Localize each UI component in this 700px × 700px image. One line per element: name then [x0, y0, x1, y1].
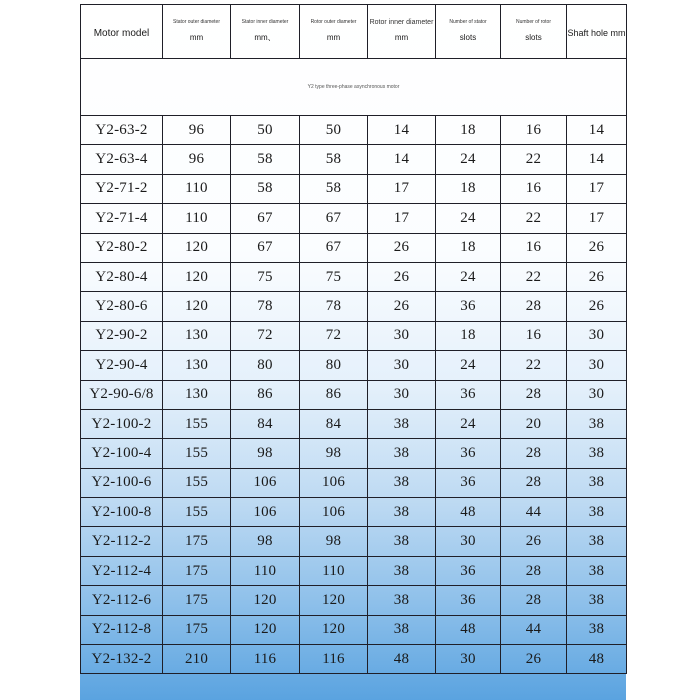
cell-rotor-outer: 98 — [300, 439, 368, 468]
cell-motor-model: Y2-90-6/8 — [81, 380, 163, 409]
cell-rotor-slots: 22 — [501, 145, 567, 174]
cell-rotor-outer: 50 — [300, 116, 368, 145]
cell-rotor-slots: 28 — [501, 468, 567, 497]
cell-stator-outer: 175 — [163, 556, 231, 585]
cell-stator-inner: 98 — [231, 527, 300, 556]
cell-stator-outer: 210 — [163, 645, 231, 674]
table-row — [81, 351, 627, 380]
cell-rotor-slots: 26 — [501, 645, 567, 674]
cell-shaft-hole: 17 — [567, 174, 627, 203]
cell-rotor-slots: 44 — [501, 615, 567, 644]
cell-stator-inner: 120 — [231, 615, 300, 644]
cell-shaft-hole: 26 — [567, 262, 627, 291]
cell-stator-outer: 96 — [163, 145, 231, 174]
cell-shaft-hole: 30 — [567, 321, 627, 350]
cell-motor-model: Y2-71-2 — [81, 174, 163, 203]
cell-stator-slots: 18 — [436, 321, 501, 350]
cell-stator-slots: 36 — [436, 556, 501, 585]
cell-stator-outer: 155 — [163, 439, 231, 468]
cell-motor-model: Y2-132-2 — [81, 645, 163, 674]
cell-rotor-inner: 26 — [368, 233, 436, 262]
cell-stator-outer: 120 — [163, 233, 231, 262]
header-unit: mm — [189, 33, 204, 42]
cell-motor-model: Y2-71-4 — [81, 204, 163, 233]
header-label: Stator inner diameter — [241, 19, 289, 25]
cell-rotor-outer: 78 — [300, 292, 368, 321]
cell-rotor-inner: 30 — [368, 380, 436, 409]
table-row — [81, 145, 627, 174]
cell-shaft-hole: 17 — [567, 204, 627, 233]
header-stator-outer-diameter — [163, 5, 231, 59]
cell-stator-slots: 30 — [436, 645, 501, 674]
cell-rotor-inner: 48 — [368, 645, 436, 674]
cell-rotor-slots: 20 — [501, 409, 567, 438]
cell-stator-outer: 120 — [163, 262, 231, 291]
cell-shaft-hole: 38 — [567, 615, 627, 644]
header-rotor-outer-diameter — [300, 5, 368, 59]
table-row — [81, 116, 627, 145]
header-unit: slots — [525, 33, 542, 42]
cell-rotor-inner: 38 — [368, 556, 436, 585]
header-unit: mm — [326, 33, 341, 42]
table-row — [81, 468, 627, 497]
header-label: Stator outer diameter — [173, 19, 220, 25]
cell-shaft-hole: 38 — [567, 556, 627, 585]
cell-rotor-outer: 58 — [300, 174, 368, 203]
cell-stator-inner: 80 — [231, 351, 300, 380]
table-row — [81, 615, 627, 644]
cell-stator-outer: 130 — [163, 351, 231, 380]
cell-rotor-inner: 30 — [368, 321, 436, 350]
cell-stator-slots: 36 — [436, 380, 501, 409]
cell-rotor-slots: 16 — [501, 174, 567, 203]
cell-stator-inner: 86 — [231, 380, 300, 409]
cell-shaft-hole: 38 — [567, 527, 627, 556]
cell-motor-model: Y2-100-4 — [81, 439, 163, 468]
header-label: Shaft hole mm — [567, 27, 626, 38]
motor-spec-table — [80, 4, 627, 674]
cell-stator-outer: 96 — [163, 116, 231, 145]
cell-rotor-outer: 67 — [300, 204, 368, 233]
cell-motor-model: Y2-80-4 — [81, 262, 163, 291]
cell-shaft-hole: 30 — [567, 380, 627, 409]
cell-rotor-outer: 72 — [300, 321, 368, 350]
cell-stator-inner: 120 — [231, 586, 300, 615]
cell-rotor-outer: 106 — [300, 498, 368, 527]
cell-stator-outer: 155 — [163, 409, 231, 438]
cell-stator-slots: 30 — [436, 527, 501, 556]
table-row — [81, 262, 627, 291]
cell-rotor-inner: 38 — [368, 468, 436, 497]
cell-stator-slots: 48 — [436, 498, 501, 527]
cell-stator-inner: 84 — [231, 409, 300, 438]
cell-stator-slots: 48 — [436, 615, 501, 644]
cell-rotor-slots: 16 — [501, 321, 567, 350]
cell-stator-inner: 110 — [231, 556, 300, 585]
cell-motor-model: Y2-100-8 — [81, 498, 163, 527]
table-row — [81, 556, 627, 585]
header-motor-model — [81, 5, 163, 59]
cell-stator-slots: 24 — [436, 145, 501, 174]
cell-motor-model: Y2-63-2 — [81, 116, 163, 145]
cell-motor-model: Y2-63-4 — [81, 145, 163, 174]
cell-stator-inner: 67 — [231, 233, 300, 262]
cell-stator-slots: 24 — [436, 409, 501, 438]
cell-stator-inner: 106 — [231, 468, 300, 497]
cell-stator-inner: 58 — [231, 174, 300, 203]
header-label: Number of stator — [449, 19, 487, 25]
cell-shaft-hole: 38 — [567, 586, 627, 615]
cell-rotor-inner: 38 — [368, 498, 436, 527]
cell-stator-slots: 24 — [436, 351, 501, 380]
cell-stator-outer: 130 — [163, 321, 231, 350]
header-label: Number of rotor — [515, 19, 551, 25]
cell-rotor-inner: 38 — [368, 615, 436, 644]
cell-rotor-inner: 17 — [368, 174, 436, 203]
cell-rotor-slots: 26 — [501, 527, 567, 556]
cell-rotor-outer: 80 — [300, 351, 368, 380]
cell-rotor-slots: 16 — [501, 116, 567, 145]
cell-rotor-outer: 58 — [300, 145, 368, 174]
cell-stator-outer: 130 — [163, 380, 231, 409]
cell-stator-outer: 110 — [163, 174, 231, 203]
header-rotor-slots — [501, 5, 567, 59]
cell-shaft-hole: 26 — [567, 292, 627, 321]
cell-rotor-inner: 38 — [368, 409, 436, 438]
cell-rotor-slots: 16 — [501, 233, 567, 262]
cell-rotor-outer: 98 — [300, 527, 368, 556]
header-unit: mm、 — [254, 33, 276, 42]
cell-stator-inner: 98 — [231, 439, 300, 468]
cell-shaft-hole: 14 — [567, 116, 627, 145]
cell-rotor-inner: 14 — [368, 116, 436, 145]
cell-stator-inner: 67 — [231, 204, 300, 233]
cell-rotor-outer: 84 — [300, 409, 368, 438]
cell-shaft-hole: 48 — [567, 645, 627, 674]
cell-rotor-inner: 38 — [368, 527, 436, 556]
table-header — [81, 5, 627, 59]
header-label: Motor model — [93, 27, 150, 39]
cell-rotor-slots: 22 — [501, 351, 567, 380]
cell-rotor-inner: 17 — [368, 204, 436, 233]
cell-stator-outer: 155 — [163, 498, 231, 527]
header-rotor-inner-diameter — [368, 5, 436, 59]
cell-shaft-hole: 38 — [567, 498, 627, 527]
cell-shaft-hole: 30 — [567, 351, 627, 380]
cell-motor-model: Y2-112-2 — [81, 527, 163, 556]
table-row — [81, 586, 627, 615]
table-row — [81, 321, 627, 350]
table-row — [81, 292, 627, 321]
cell-stator-inner: 75 — [231, 262, 300, 291]
cell-motor-model: Y2-112-8 — [81, 615, 163, 644]
cell-stator-slots: 18 — [436, 174, 501, 203]
cell-shaft-hole: 38 — [567, 468, 627, 497]
cell-stator-slots: 18 — [436, 233, 501, 262]
cell-rotor-inner: 14 — [368, 145, 436, 174]
cell-rotor-slots: 22 — [501, 204, 567, 233]
cell-stator-inner: 106 — [231, 498, 300, 527]
cell-rotor-outer: 120 — [300, 586, 368, 615]
cell-motor-model: Y2-112-6 — [81, 586, 163, 615]
cell-stator-slots: 36 — [436, 468, 501, 497]
cell-motor-model: Y2-112-4 — [81, 556, 163, 585]
group-label: Y2 type three-phase asynchronous motor — [81, 59, 627, 116]
table-row — [81, 439, 627, 468]
table-row — [81, 645, 627, 674]
cell-stator-slots: 36 — [436, 439, 501, 468]
cell-motor-model: Y2-100-6 — [81, 468, 163, 497]
cell-rotor-slots: 28 — [501, 292, 567, 321]
cell-stator-inner: 58 — [231, 145, 300, 174]
table-row — [81, 409, 627, 438]
cell-stator-slots: 36 — [436, 586, 501, 615]
table-row — [81, 498, 627, 527]
cell-rotor-outer: 120 — [300, 615, 368, 644]
header-row — [81, 5, 627, 59]
cell-rotor-slots: 22 — [501, 262, 567, 291]
cell-stator-slots: 24 — [436, 262, 501, 291]
cell-shaft-hole: 26 — [567, 233, 627, 262]
cell-stator-outer: 120 — [163, 292, 231, 321]
cell-stator-inner: 72 — [231, 321, 300, 350]
cell-rotor-slots: 28 — [501, 380, 567, 409]
cell-rotor-slots: 44 — [501, 498, 567, 527]
header-label: Rotor inner diameter — [369, 19, 434, 26]
cell-rotor-outer: 86 — [300, 380, 368, 409]
cell-stator-slots: 18 — [436, 116, 501, 145]
cell-rotor-slots: 28 — [501, 586, 567, 615]
cell-rotor-outer: 67 — [300, 233, 368, 262]
cell-shaft-hole: 38 — [567, 439, 627, 468]
cell-rotor-inner: 38 — [368, 586, 436, 615]
table-row — [81, 174, 627, 203]
table-row — [81, 380, 627, 409]
cell-stator-outer: 155 — [163, 468, 231, 497]
cell-stator-inner: 116 — [231, 645, 300, 674]
cell-motor-model: Y2-80-6 — [81, 292, 163, 321]
group-row — [81, 59, 627, 116]
table-body — [81, 116, 627, 674]
cell-stator-inner: 78 — [231, 292, 300, 321]
header-unit: mm — [394, 33, 409, 42]
table-row — [81, 233, 627, 262]
cell-rotor-inner: 38 — [368, 439, 436, 468]
cell-stator-slots: 36 — [436, 292, 501, 321]
cell-motor-model: Y2-90-2 — [81, 321, 163, 350]
cell-stator-outer: 175 — [163, 527, 231, 556]
cell-motor-model: Y2-90-4 — [81, 351, 163, 380]
cell-motor-model: Y2-100-2 — [81, 409, 163, 438]
header-label: Rotor outer diameter — [310, 19, 357, 25]
header-stator-slots — [436, 5, 501, 59]
header-stator-inner-diameter — [231, 5, 300, 59]
cell-stator-outer: 175 — [163, 586, 231, 615]
table-row — [81, 204, 627, 233]
cell-rotor-inner: 26 — [368, 292, 436, 321]
cell-rotor-slots: 28 — [501, 556, 567, 585]
cell-rotor-outer: 75 — [300, 262, 368, 291]
cell-shaft-hole: 14 — [567, 145, 627, 174]
table-row — [81, 527, 627, 556]
cell-motor-model: Y2-80-2 — [81, 233, 163, 262]
cell-shaft-hole: 38 — [567, 409, 627, 438]
cell-rotor-outer: 106 — [300, 468, 368, 497]
cell-rotor-inner: 26 — [368, 262, 436, 291]
cell-stator-outer: 110 — [163, 204, 231, 233]
cell-rotor-inner: 30 — [368, 351, 436, 380]
cell-rotor-outer: 110 — [300, 556, 368, 585]
cell-rotor-outer: 116 — [300, 645, 368, 674]
header-unit: slots — [459, 33, 477, 42]
cell-stator-inner: 50 — [231, 116, 300, 145]
cell-rotor-slots: 28 — [501, 439, 567, 468]
group-section — [81, 59, 627, 116]
cell-stator-slots: 24 — [436, 204, 501, 233]
cell-stator-outer: 175 — [163, 615, 231, 644]
header-shaft-hole — [567, 5, 627, 59]
